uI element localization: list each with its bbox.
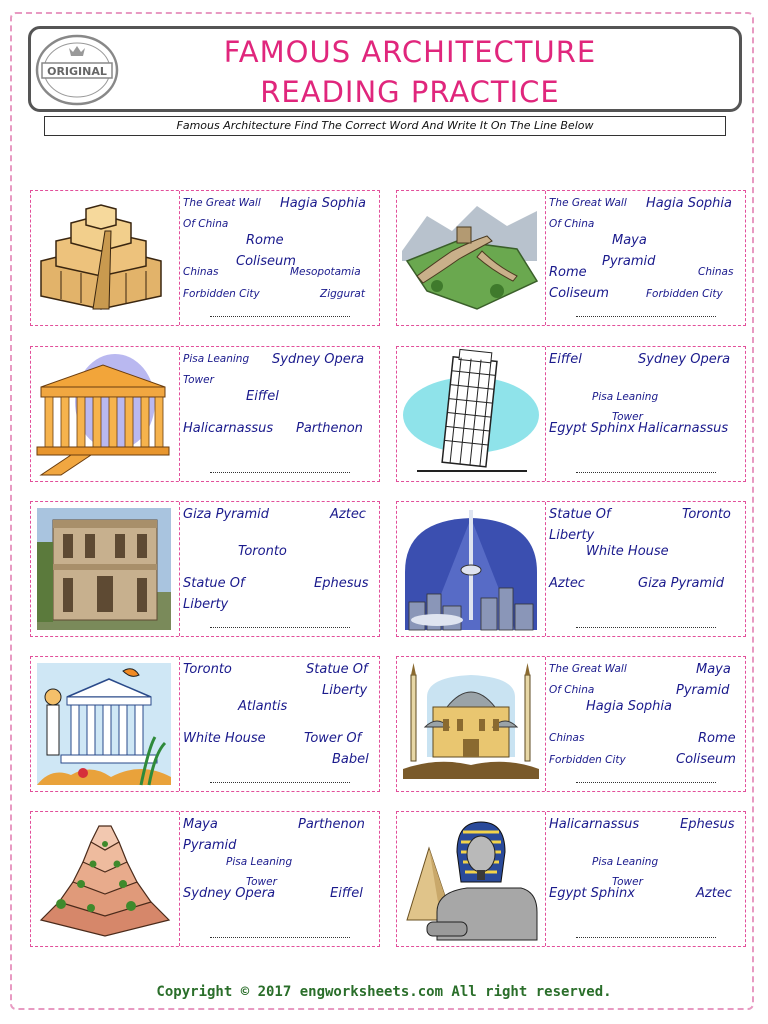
instructions-bar: Famous Architecture Find The Correct Word And Write It On The Line Below <box>44 116 726 136</box>
word: Pyramid <box>183 838 237 853</box>
word: Pisa Leaning <box>592 391 659 403</box>
card-2-image <box>397 191 545 325</box>
card-2-word-bank <box>545 191 745 325</box>
ephesus-icon <box>31 502 179 636</box>
card-6-image <box>397 502 545 636</box>
word: Babel <box>332 752 369 767</box>
word: Hagia Sophia <box>586 699 672 714</box>
word: Aztec <box>549 576 585 591</box>
word: Toronto <box>183 662 232 677</box>
title-line-2: READING PRACTICE <box>260 75 560 109</box>
word: Halicarnassus <box>638 421 729 436</box>
copyright-footer: Copyright © 2017 engworksheets.com All right reserved. <box>156 984 612 1000</box>
atlantis-icon <box>31 657 179 791</box>
answer-line[interactable] <box>576 627 716 628</box>
card-1 <box>30 190 380 326</box>
answer-line[interactable] <box>210 316 350 317</box>
word: Pisa Leaning <box>592 856 659 868</box>
answer-line[interactable] <box>210 472 350 473</box>
word: Hagia Sophia <box>280 196 366 211</box>
word: Liberty <box>183 597 229 612</box>
word: Eiffel <box>549 352 582 367</box>
card-3-word-bank <box>179 347 379 481</box>
word: Sydney Opera <box>272 352 365 367</box>
word: The Great Wall <box>549 663 627 675</box>
title-line-1: FAMOUS ARCHITECTURE <box>223 35 597 69</box>
parthenon-icon <box>31 347 179 481</box>
word: Sydney Opera <box>638 352 731 367</box>
card-3 <box>30 346 380 482</box>
answer-line[interactable] <box>576 782 716 783</box>
card-5-image <box>31 502 179 636</box>
word: Atlantis <box>238 699 288 714</box>
card-4-image <box>397 347 545 481</box>
word: Rome <box>549 265 587 280</box>
card-7-image <box>31 657 179 791</box>
word: Of China <box>549 218 595 230</box>
word: Halicarnassus <box>549 817 640 832</box>
word: White House <box>183 731 266 746</box>
word: Coliseum <box>236 254 296 269</box>
word: White House <box>586 544 669 559</box>
word: Ziggurat <box>320 288 365 300</box>
word: Maya <box>612 233 647 248</box>
word: Chinas <box>698 266 734 278</box>
word: Statue Of <box>549 507 611 522</box>
word: Forbidden City <box>183 288 260 300</box>
word: Parthenon <box>298 817 365 832</box>
word: Maya <box>696 662 731 677</box>
word: Aztec <box>330 507 366 522</box>
word: Aztec <box>696 886 732 901</box>
babel-tower-icon <box>31 812 179 946</box>
word: Toronto <box>682 507 731 522</box>
word: Tower <box>612 411 643 423</box>
word: Toronto <box>238 544 287 559</box>
word: Statue Of <box>306 662 368 677</box>
card-7-word-bank <box>179 657 379 791</box>
card-2 <box>396 190 746 326</box>
card-9 <box>30 811 380 947</box>
word: Coliseum <box>549 286 609 301</box>
word: Sydney Opera <box>183 886 276 901</box>
card-8-word-bank <box>545 657 745 791</box>
card-5-word-bank <box>179 502 379 636</box>
word: Forbidden City <box>646 288 723 300</box>
word: Forbidden City <box>549 754 626 766</box>
card-4-word-bank <box>545 347 745 481</box>
word: Egypt Sphinx <box>549 886 635 901</box>
great-wall-icon <box>397 191 545 325</box>
card-9-word-bank <box>179 812 379 946</box>
word: Tower <box>246 876 277 888</box>
word: Pisa Leaning <box>226 856 293 868</box>
word: Parthenon <box>296 421 363 436</box>
word: Tower <box>612 876 643 888</box>
answer-line[interactable] <box>210 782 350 783</box>
card-6 <box>396 501 746 637</box>
word: The Great Wall <box>183 197 261 209</box>
card-9-image <box>31 812 179 946</box>
word: Liberty <box>549 528 595 543</box>
word: Giza Pyramid <box>183 507 269 522</box>
word: Eiffel <box>246 389 279 404</box>
word: Pisa Leaning <box>183 353 250 365</box>
word: Tower Of <box>304 731 362 746</box>
word: Ephesus <box>314 576 369 591</box>
word: Liberty <box>322 683 368 698</box>
word: Chinas <box>549 732 585 744</box>
word: Tower <box>183 374 214 386</box>
svg-text:ORIGINAL: ORIGINAL <box>47 65 107 78</box>
answer-line[interactable] <box>210 627 350 628</box>
card-1-image <box>31 191 179 325</box>
answer-line[interactable] <box>576 316 716 317</box>
card-4 <box>396 346 746 482</box>
word: Rome <box>698 731 736 746</box>
card-3-image <box>31 347 179 481</box>
page-title <box>130 32 690 112</box>
toronto-tower-icon <box>397 502 545 636</box>
word: Halicarnassus <box>183 421 274 436</box>
word: Chinas <box>183 266 219 278</box>
card-5 <box>30 501 380 637</box>
word: Ephesus <box>680 817 735 832</box>
answer-line[interactable] <box>210 937 350 938</box>
word: Coliseum <box>676 752 736 767</box>
word: Eiffel <box>330 886 363 901</box>
word: Giza Pyramid <box>638 576 724 591</box>
sphinx-icon <box>397 812 545 946</box>
hagia-sophia-icon <box>397 657 545 791</box>
answer-line[interactable] <box>576 937 716 938</box>
word: Pyramid <box>602 254 656 269</box>
card-6-word-bank <box>545 502 745 636</box>
card-8 <box>396 656 746 792</box>
card-1-word-bank <box>179 191 379 325</box>
word: Of China <box>549 684 595 696</box>
word: Rome <box>246 233 284 248</box>
word: Pyramid <box>676 683 730 698</box>
word: Egypt Sphinx <box>549 421 635 436</box>
word: Of China <box>183 218 229 230</box>
word: Statue Of <box>183 576 245 591</box>
ziggurat-icon <box>31 191 179 325</box>
word: Mesopotamia <box>290 266 361 278</box>
original-stamp-icon <box>32 30 122 110</box>
word: Maya <box>183 817 218 832</box>
card-8-image <box>397 657 545 791</box>
card-7 <box>30 656 380 792</box>
word: Hagia Sophia <box>646 196 732 211</box>
card-10-word-bank <box>545 812 745 946</box>
card-10-image <box>397 812 545 946</box>
word: The Great Wall <box>549 197 627 209</box>
answer-line[interactable] <box>576 472 716 473</box>
pisa-tower-icon <box>397 347 545 481</box>
card-10 <box>396 811 746 947</box>
